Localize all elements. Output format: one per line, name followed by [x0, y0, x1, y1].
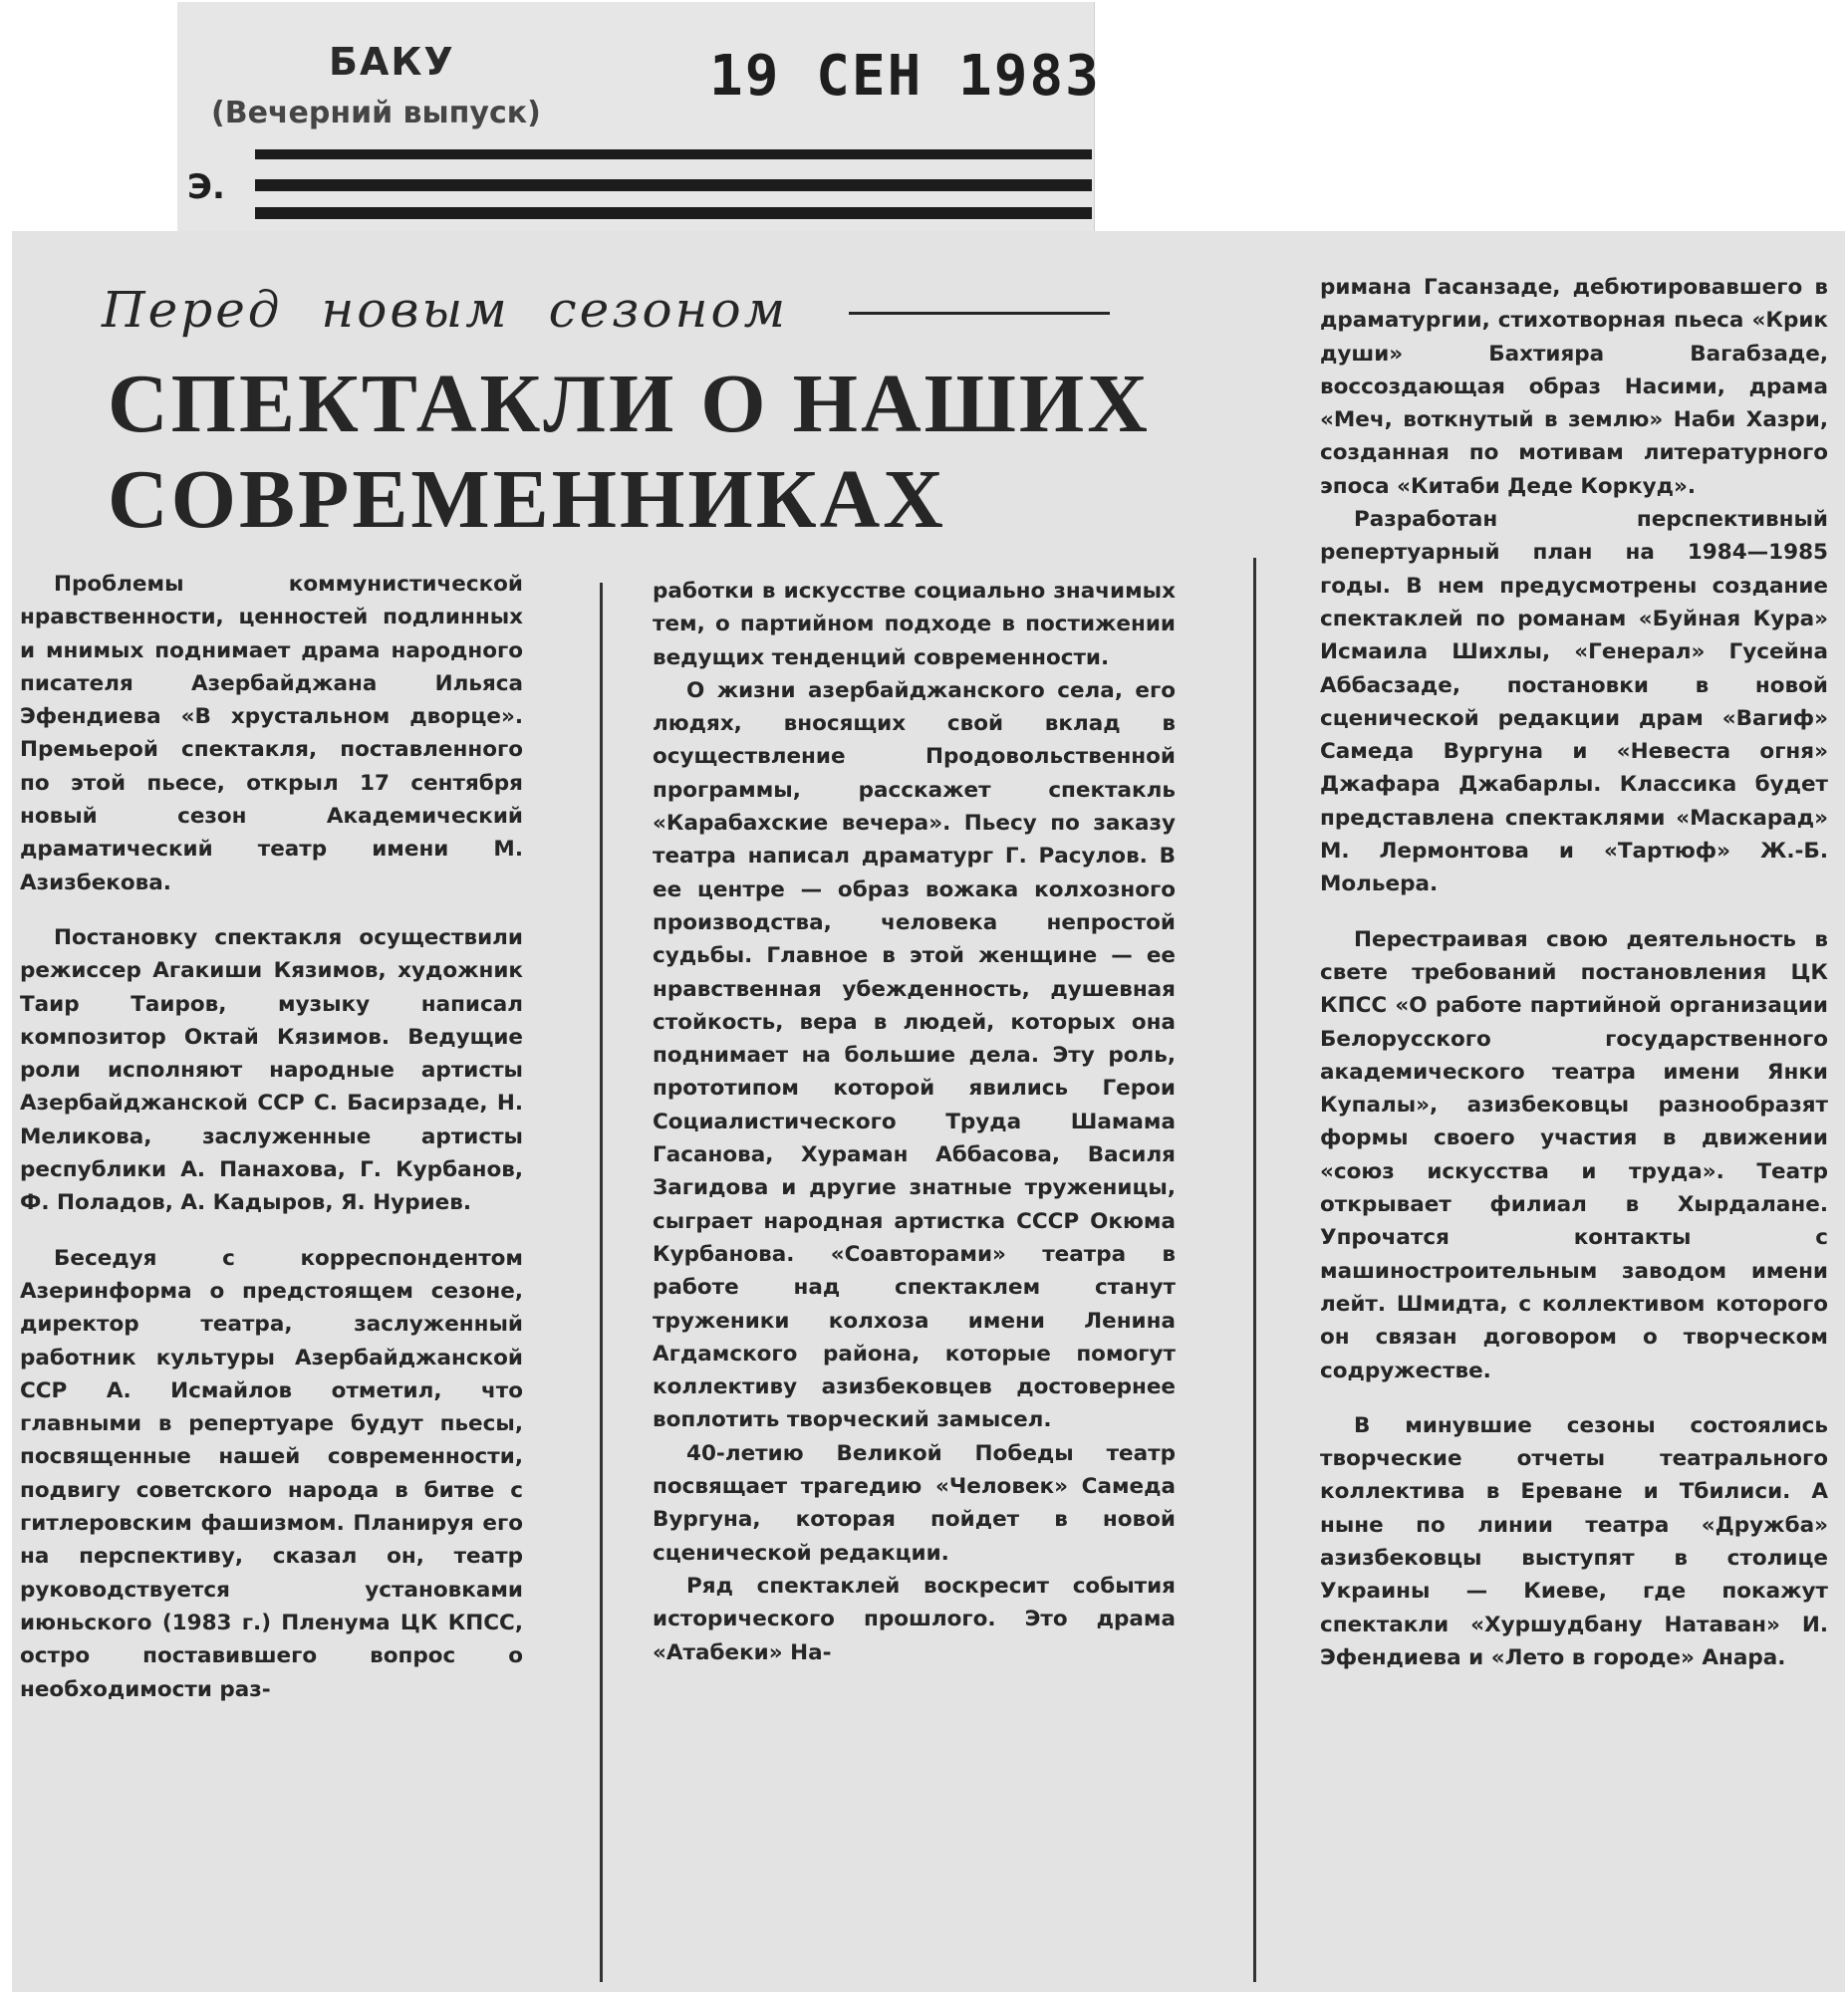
paragraph: Постановку спектакля осуществили режиссер Агакиши Кязимов, художник Таир Таиров, музыку написал композитор Октай Кязимов. Ведущие роли исполняют народные артисты Азербайджанской ССР С. Басирзаде, Н. Меликова, заслуженные артисты республики А. Панахова, Г. Курбанов, Ф. Поладов, А. Кадыров, Я. Нуриев.	[20, 924, 523, 1216]
paragraph: Разработан перспективный репертуарный план на 1984—1985 годы. В нем предусмотрены создание спектаклей по романам «Буйная Кура» Исмаила Шихлы, «Генерал» Гусейна Аббасзаде, постановки в новой сценической редакции драм «Вагиф» Самеда Вургуна и «Невеста огня» Джафара Джабарлы. Классика будет представлена спектаклями «Маскарад» М. Лермонтова и «Тартюф» Ж.-Б. Мольера.	[1320, 507, 1828, 897]
article-kicker: Перед новым сезоном	[102, 281, 789, 339]
paragraph: Беседуя с корреспондентом Азеринформа о предстоящем сезоне, директор театра, заслуженный работник культуры Азербайджанской ССР А. Исмайлов отметил, что главными в репертуаре будут пьесы, посвященные нашей современности, подвигу советского народа в битве с гитлеровским фашизмом. Планируя его на перспективу, сказал он, театр руководствуется установками июньского (1983 г.) Пленума ЦК КПСС, остро поставившего вопрос о необходимости раз-	[20, 1245, 523, 1702]
paragraph: О жизни азербайджанского села, его людях, вносящих свой вклад в осуществление Продовольственной программы, расскажет спектакль «Карабахские вечера». Пьесу по заказу театра написал драматург Г. Расулов. В ее центре — образ вожака колхозного производства, человека непростой судьбы. Главное в этой женщине — ее нравственная убежденность, душевная стойкость, вера в людей, которых она поднимает на большие дела. Эту роль, прототипом которой явились Герои Социалистического Труда Шамама Гасанова, Хураман Аббасова, Василя Загидова и другие знатные труженицы, сыграет народная артистка СССР Окюма Курбанова. «Соавторами» театра в работе над спектаклем станут труженики колхоза имени Ленина Агдамского района, которые помогут коллективу азизбековцев достовернее воплотить творческий замысел.	[653, 677, 1176, 1433]
stamp-rule-3	[255, 207, 1092, 219]
column-divider-2	[1253, 558, 1256, 1982]
paragraph: римана Гасанзаде, дебютировавшего в драматургии, стихотворная пьеса «Крик души» Бахтияра Вагабзаде, воссоздающая образ Насими, драма «Меч, воткнутый в землю» Наби Хазри, созданная по мотивам литературного эпоса «Китаби Деде Коркуд».	[1320, 275, 1828, 499]
stamp-city: БАКУ	[329, 40, 455, 84]
headline-line-2: СОВРЕМЕННИКАХ	[108, 453, 946, 546]
article-column-3	[1320, 271, 1828, 1674]
article-headline	[108, 357, 1233, 548]
paragraph: В минувшие сезоны состоялись творческие отчеты театрального коллектива в Ереване и Тбилиси. А ныне по линии театра «Дружба» азизбековцы выступят в столице Украины — Киеве, где покажут спектакли «Хуршудбану Натаван» И. Эфендиева и «Лето в городе» Анара.	[1320, 1412, 1828, 1670]
headline-line-1: СПЕКТАКЛИ О НАШИХ	[108, 358, 1151, 450]
paragraph: 40-летию Великой Победы театр посвящает трагедию «Человек» Самеда Вургуна, которая пойдет в новой сценической редакции.	[653, 1440, 1176, 1566]
stamp-rule-1	[255, 149, 1092, 159]
paragraph: Ряд спектаклей воскресит события исторического прошлого. Это драма «Атабеки» На-	[653, 1573, 1176, 1665]
stamp-date: 19 СЕН 1983	[709, 44, 1101, 109]
article-column-1	[20, 568, 523, 1706]
paragraph: Проблемы коммунистической нравственности, ценностей подлинных и мнимых поднимает драма народного писателя Азербайджана Ильяса Эфендиева «В хрустальном дворце». Премьерой спектакля, поставленного по этой пьесе, открыл 17 сентября новый сезон Академический драматический театр имени М. Азизбекова.	[20, 572, 523, 895]
stamp-rule-2	[255, 179, 1092, 191]
stamp-paper-name: (Вечерний выпуск)	[211, 96, 541, 130]
column-divider-1	[600, 583, 603, 1982]
kicker-rule	[849, 312, 1110, 315]
paragraph: работки в искусстве социально значимых тем, о партийном подходе в постижении ведущих тенденций современности.	[653, 579, 1176, 670]
article-column-2	[653, 575, 1176, 1669]
paragraph: Перестраивая свою деятельность в свете требований постановления ЦК КПСС «О работе партийной организации Белорусского государственного академического театра имени Янки Купалы», азизбековцы разнообразят формы своего участия в движении «союз искусства и труда». Театр открывает филиал в Хырдалане. Упрочатся контакты с машиностроительным заводом имени лейт. Шмидта, с коллективом которого он связан договором о творческом содружестве.	[1320, 926, 1828, 1383]
stamp-letter: Э.	[187, 167, 225, 207]
